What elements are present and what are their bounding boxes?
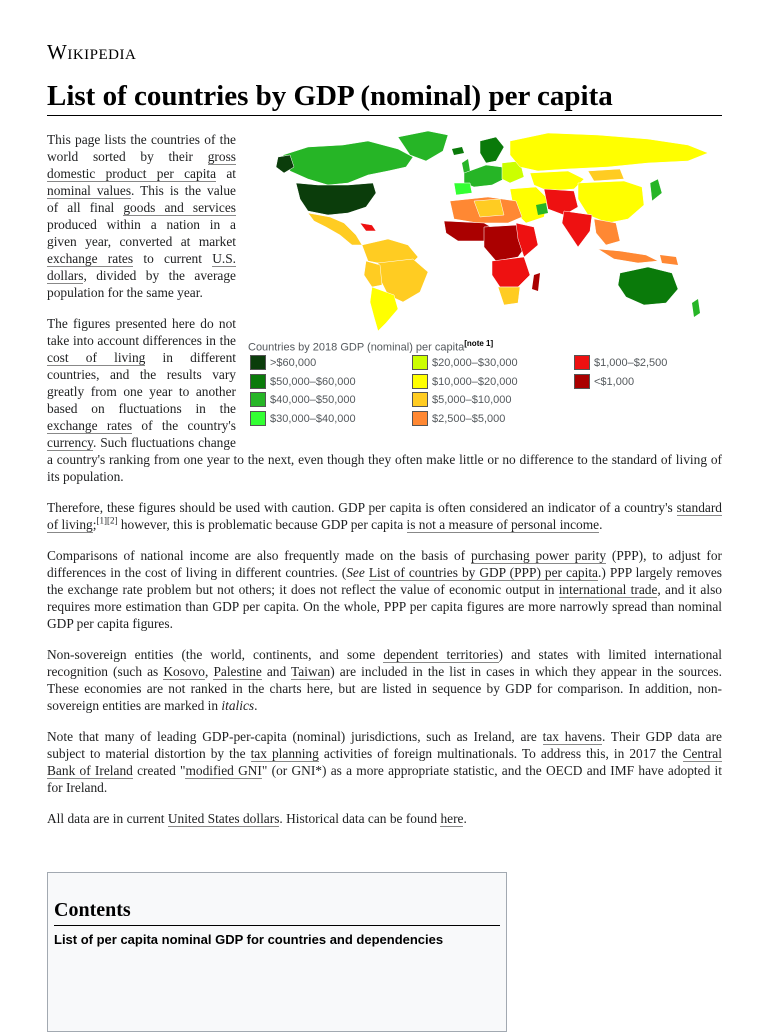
legend-swatch xyxy=(412,392,428,407)
legend-swatch xyxy=(574,355,590,370)
legend-swatch xyxy=(412,411,428,426)
legend-swatch xyxy=(250,411,266,426)
tax-havens-paragraph: Note that many of leading GDP-per-capita (nominal) jurisdictions, such as Ireland, are tax havens. Their GDP data are subject to material distortion by the tax planning activities of foreign multinationals. To address this, in 2017 the Central Bank of Ireland created "modified GNI" (or GNI*) as a more appropriate statistic, and the OECD and IMF have adopted it for Ireland. xyxy=(47,729,722,795)
legend-swatch xyxy=(250,355,266,370)
map-region-central-asia xyxy=(530,171,584,191)
map-region-scandinavia xyxy=(480,137,504,163)
map-region-iberia xyxy=(454,183,472,195)
map-region-gulf xyxy=(536,203,548,215)
link-taiwan[interactable]: Taiwan xyxy=(291,664,331,679)
map-region-australia xyxy=(618,267,678,305)
link-central-bank-ireland[interactable]: Central Bank of Ireland xyxy=(47,746,722,778)
map-figure xyxy=(248,127,724,433)
link-palestine[interactable]: Palestine xyxy=(213,664,262,679)
link-kosovo[interactable]: Kosovo xyxy=(163,664,206,679)
map-region-india xyxy=(562,211,592,247)
legend-item xyxy=(412,374,518,390)
legend-label: $5,000–$10,000 xyxy=(432,394,512,406)
legend-item xyxy=(250,411,356,427)
map-region-canada xyxy=(283,141,413,185)
page-title: List of countries by GDP (nominal) per capita xyxy=(47,78,722,116)
map-region-japan xyxy=(650,179,662,201)
link-international-trade[interactable]: international trade xyxy=(558,582,658,597)
legend-label: $1,000–$2,500 xyxy=(594,357,668,369)
link-purchasing-power-parity[interactable]: purchasing power parity xyxy=(470,548,607,563)
link-nominal-values[interactable]: nominal values xyxy=(47,183,132,198)
link-exchange-rates-2[interactable]: exchange rates xyxy=(47,418,133,433)
wikipedia-wordmark[interactable]: Wikipedia xyxy=(47,40,137,64)
map-region-indonesia xyxy=(598,249,658,263)
article-body xyxy=(47,131,722,841)
map-region-south-africa xyxy=(498,287,520,305)
legend-label: $2,500–$5,000 xyxy=(432,413,506,425)
legend-item xyxy=(412,392,512,408)
map-region-iceland xyxy=(452,147,464,155)
link-historical-data[interactable]: here xyxy=(440,811,464,826)
legend-item xyxy=(250,392,356,408)
link-us-dollars[interactable]: U.S. dollars xyxy=(47,251,237,283)
map-region-mexico xyxy=(308,213,362,245)
legend-label: >$60,000 xyxy=(270,357,317,369)
caption-note-link[interactable]: [note 1] xyxy=(464,339,494,348)
link-modified-gni[interactable]: modified GNI xyxy=(185,763,262,778)
legend-swatch xyxy=(250,392,266,407)
legend-item xyxy=(412,411,505,427)
legend-swatch xyxy=(412,374,428,389)
ppp-paragraph: Comparisons of national income are also frequently made on the basis of purchasing power parity (PPP), to adjust for differences in the cost of living in different countries. (See List of countries by GDP (PPP) per capita.) PPP largely removes the exchange rate problem but not others; it does not reflect the value of economic output in international trade, and it also requires more estimation than GDP per capita. On the whole, PPP per capita figures are more narrowly spread than nominal GDP per capita figures. xyxy=(47,548,722,631)
map-region-iran-pakistan xyxy=(544,189,578,215)
legend-label: $20,000–$30,000 xyxy=(432,357,518,369)
caution-paragraph: Therefore, these figures should be used with caution. GDP per capita is often considered an indicator of a country's standard of living;[1][2] however, this is problematic because GDP per capita is not a measure of personal income. xyxy=(47,500,722,532)
legend-item xyxy=(574,355,667,371)
link-list-gdp-ppp[interactable]: List of countries by GDP (PPP) per capita xyxy=(368,565,598,580)
currency-paragraph: All data are in current United States dollars. Historical data can be found here. xyxy=(47,811,467,826)
citation-2[interactable]: [2] xyxy=(106,515,118,526)
map-region-usa xyxy=(296,183,376,215)
toc-item[interactable]: List of per capita nominal GDP for countries and dependencies xyxy=(54,932,444,947)
map-region-andes xyxy=(364,261,382,287)
contents-heading: Contents xyxy=(54,897,500,926)
legend-item xyxy=(574,374,634,390)
map-region-madagascar xyxy=(532,273,540,291)
legend-swatch xyxy=(412,355,428,370)
map-caption: Countries by 2018 GDP (nominal) per capita[note 1] xyxy=(248,339,494,354)
link-cost-of-living[interactable]: cost of living xyxy=(47,350,146,365)
citation-1[interactable]: [1] xyxy=(96,515,107,526)
legend-item xyxy=(250,355,316,371)
map-region-papua xyxy=(660,255,678,265)
map-region-uk xyxy=(462,159,470,173)
legend-label: $10,000–$20,000 xyxy=(432,376,518,388)
link-exchange-rates[interactable]: exchange rates xyxy=(47,251,134,266)
legend-swatch xyxy=(574,374,590,389)
link-standard-of-living[interactable]: standard of living xyxy=(47,500,722,532)
map-region-russia xyxy=(510,133,708,171)
link-dependent-territories[interactable]: dependent territories xyxy=(383,647,499,662)
map-region-caribbean xyxy=(360,223,376,231)
legend-item xyxy=(412,355,518,371)
figures-paragraph: The figures presented here do not take into account differences in the cost of living in different countries, and the results vary greatly from one year to another based on fluctuations in the exchange rates of the country's currency. Such fluctuations change a country's ranking from one year to the next, even though they often make little or no difference to the standard of living of its population. xyxy=(47,316,722,484)
link-currency[interactable]: currency xyxy=(47,435,93,450)
non-sovereign-paragraph: Non-sovereign entities (the world, continents, and some dependent territories) and states with limited international recognition (such as Kosovo, Palestine and Taiwan) are included in the list in cases in which they appear in the sources. These economies are not ranked in the charts here, but are listed in sequence by GDP for comparison. In addition, non-sovereign entities are marked in italics. xyxy=(47,647,722,713)
map-legend xyxy=(250,355,720,435)
legend-item xyxy=(250,374,356,390)
link-goods-and-services[interactable]: goods and services xyxy=(123,200,236,215)
intro-paragraph: This page lists the countries of the world sorted by their gross domestic product per capita at nominal values. This is the value of all final goods and services produced within a nation in a given year, converted at market exchange rates to current U.S. dollars, divided by the average population for the same year. xyxy=(47,132,237,300)
legend-label: <$1,000 xyxy=(594,376,635,388)
map-region-new-zealand xyxy=(692,299,700,317)
link-not-measure-of-income[interactable]: is not a measure of personal income xyxy=(406,517,600,532)
legend-label: $40,000–$50,000 xyxy=(270,394,356,406)
link-tax-planning[interactable]: tax planning xyxy=(250,746,319,761)
legend-label: $50,000–$60,000 xyxy=(270,376,356,388)
world-gdp-map[interactable] xyxy=(248,127,724,335)
legend-label: $30,000–$40,000 xyxy=(270,413,356,425)
legend-swatch xyxy=(250,374,266,389)
table-of-contents xyxy=(47,872,507,1032)
link-tax-havens[interactable]: tax havens xyxy=(542,729,602,744)
map-region-southern-africa xyxy=(492,257,530,287)
link-united-states-dollars[interactable]: United States dollars xyxy=(167,811,280,826)
map-region-se-asia xyxy=(594,219,620,245)
link-gdp-per-capita[interactable]: gross domestic product per capita xyxy=(47,149,236,181)
map-region-mongolia xyxy=(588,169,624,181)
